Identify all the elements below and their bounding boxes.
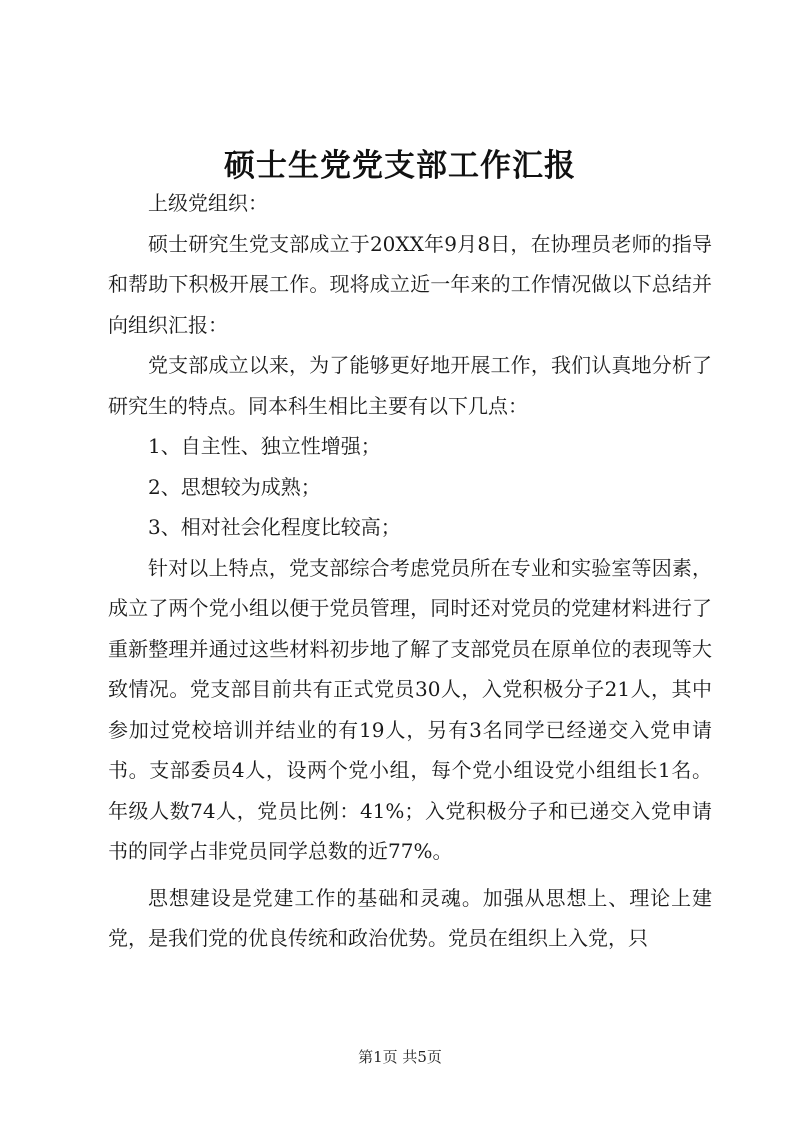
intro-paragraph: 硕士研究生党支部成立于20XX年9月8日，在协理员老师的指导和帮助下积极开展工作。现将成立近一年来的工作情况做以下总结并向组织汇报： <box>108 231 712 337</box>
document-body <box>108 183 712 959</box>
list-item: 1、自主性、独立性增强； <box>148 434 381 458</box>
page-number-footer: 第1页 共5页 <box>358 1048 442 1066</box>
document-title: 硕士生党党支部工作汇报 <box>224 148 576 184</box>
list-item: 2、思想较为成熟； <box>148 474 321 499</box>
analysis-paragraph: 党支部成立以来，为了能够更好地开展工作，我们认真地分析了研究生的特点。同本科生相比主要有以下几点： <box>108 353 712 418</box>
salutation-paragraph: 上级党组织： <box>148 191 268 215</box>
statistics-paragraph: 针对以上特点，党支部综合考虑党员所在专业和实验室等因素，成立了两个党小组以便于党员管理，同时还对党员的党建材料进行了重新整理并通过这些材料初步地了解了支部党员在原单位的表现等大致情况。党支部目前共有正式党员30人，入党积极分子21人，其中参加过党校培训并结业的有19人，另有3名同学已经递交入党申请书。支部委员4人，设两个党小组，每个党小组设党小组组长1名。年级人数74人，党员比例：41%；入党积极分子和已递交入党申请书的同学占非党员同学总数的近77%。 <box>108 555 712 863</box>
ideology-paragraph: 思想建设是党建工作的基础和灵魂。加强从思想上、理论上建党，是我们党的优良传统和政治优势。党员在组织上入党，只 <box>108 885 712 950</box>
list-item: 3、相对社会化程度比较高； <box>148 515 401 539</box>
